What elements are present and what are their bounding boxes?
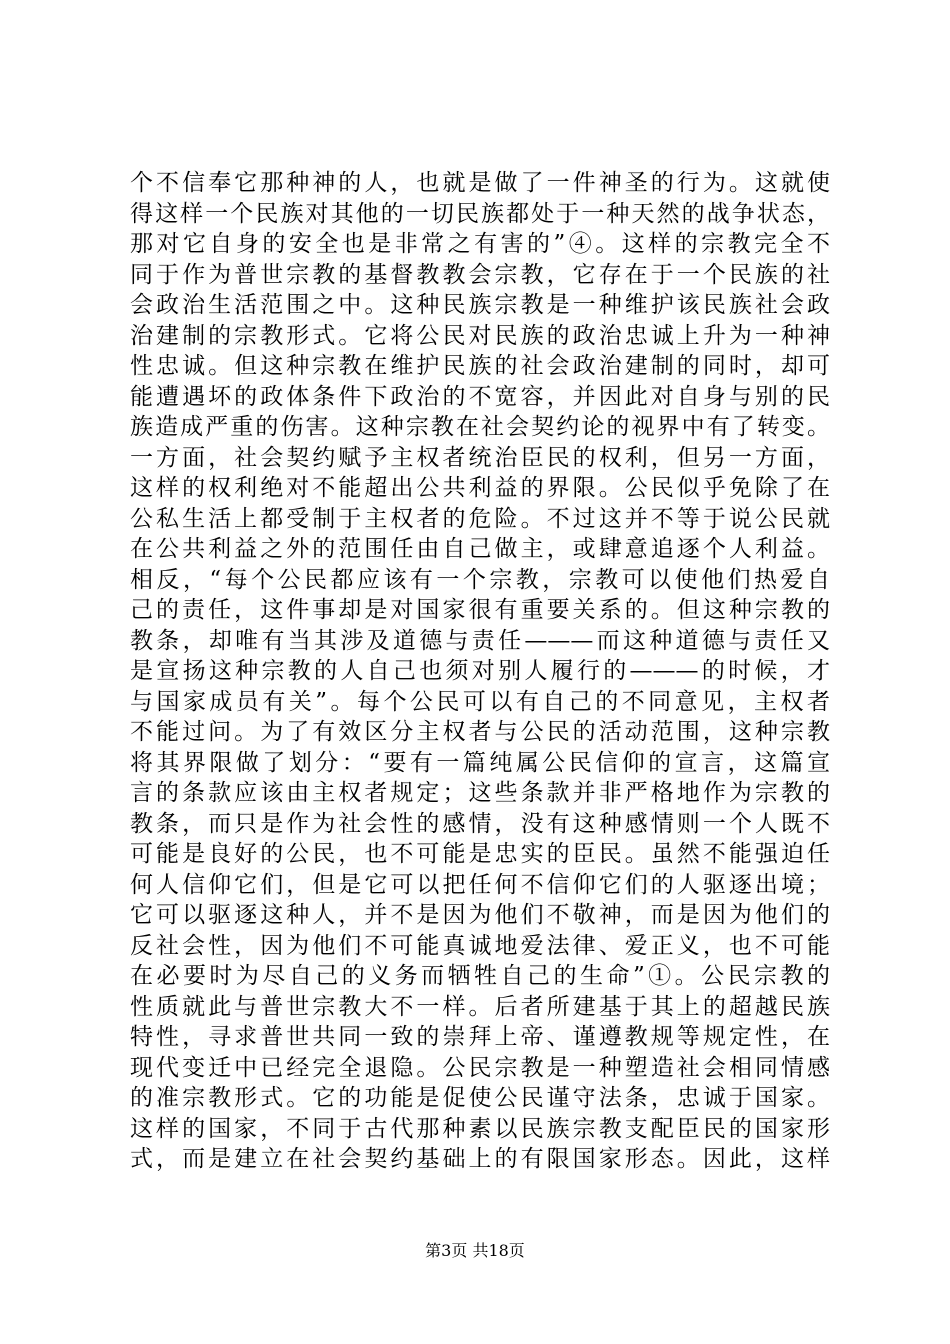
text-line: 将其界限做了划分：“要有一篇纯属公民信仰的宣言，这篇宣 [130, 749, 830, 776]
text-line: 相反，“每个公民都应该有一个宗教，宗教可以使他们热爱自 [130, 566, 830, 593]
text-line: 它可以驱逐这种人，并不是因为他们不敬神，而是因为他们的 [130, 902, 830, 928]
text-line: 会政治生活范围之中。这种民族宗教是一种维护该民族社会政 [130, 292, 830, 318]
text-line: 的准宗教形式。它的功能是促使公民谨守法条，忠诚于国家。 [130, 1085, 830, 1111]
text-line: 这样的权利绝对不能超出公共利益的界限。公民似乎免除了在 [130, 475, 830, 501]
text-line: 言的条款应该由主权者规定；这些条款并非严格地作为宗教的 [130, 780, 830, 806]
text-line: 能遭遇坏的政体条件下政治的不宽容，并因此对自身与别的民 [130, 383, 830, 410]
page-footer: 第3页 共18页 [425, 1241, 525, 1260]
body-text [130, 168, 830, 1175]
text-line: 个不信奉它那种神的人，也就是做了一件神圣的行为。这就使 [130, 170, 830, 196]
text-line: 治建制的宗教形式。它将公民对民族的政治忠诚上升为一种神 [130, 322, 830, 349]
text-line: 反社会性，因为他们不可能真诚地爱法律、爱正义，也不可能 [130, 932, 830, 959]
text-line: 一方面，社会契约赋予主权者统治臣民的权利，但另一方面， [130, 444, 830, 471]
text-line: 与国家成员有关”。每个公民可以有自己的不同意见，主权者 [130, 688, 830, 715]
text-line: 同于作为普世宗教的基督教教会宗教，它存在于一个民族的社 [130, 261, 830, 288]
text-line: 教条，却唯有当其涉及道德与责任———而这种道德与责任又 [130, 627, 830, 654]
text-line: 性忠诚。但这种宗教在维护民族的社会政治建制的同时，却可 [130, 353, 830, 379]
text-line: 何人信仰它们，但是它可以把任何不信仰它们的人驱逐出境； [130, 871, 830, 898]
text-line: 不能过问。为了有效区分主权者与公民的活动范围，这种宗教 [130, 719, 830, 745]
text-line: 公私生活上都受制于主权者的危险。不过这并不等于说公民就 [130, 505, 830, 532]
text-line: 是宣扬这种宗教的人自己也须对别人履行的———的时候，才 [130, 658, 830, 684]
text-line: 现代变迁中已经完全退隐。公民宗教是一种塑造社会相同情感 [130, 1054, 830, 1081]
text-line: 可能是良好的公民，也不可能是忠实的臣民。虽然不能强迫任 [130, 841, 830, 867]
text-line: 在公共利益之外的范围任由自己做主，或肆意追逐个人利益。 [130, 536, 830, 562]
text-line: 族造成严重的伤害。这种宗教在社会契约论的视界中有了转变。 [130, 414, 830, 440]
text-line: 式，而是建立在社会契约基础上的有限国家形态。因此，这样 [130, 1146, 830, 1172]
text-line: 己的责任，这件事却是对国家很有重要关系的。但这种宗教的 [130, 597, 830, 623]
text-line: 那对它自身的安全也是非常之有害的”④。这样的宗教完全不 [130, 231, 830, 257]
text-line: 这样的国家，不同于古代那种素以民族宗教支配臣民的国家形 [130, 1115, 830, 1142]
text-line: 性质就此与普世宗教大不一样。后者所建基于其上的超越民族 [130, 993, 830, 1020]
text-line: 得这样一个民族对其他的一切民族都处于一种天然的战争状态， [130, 200, 830, 227]
text-line: 教条，而只是作为社会性的感情，没有这种感情则一个人既不 [130, 810, 830, 837]
text-line: 在必要时为尽自己的义务而牺牲自己的生命”①。公民宗教的 [130, 963, 830, 989]
text-line: 特性，寻求普世共同一致的崇拜上帝、谨遵教规等规定性，在 [130, 1024, 830, 1050]
